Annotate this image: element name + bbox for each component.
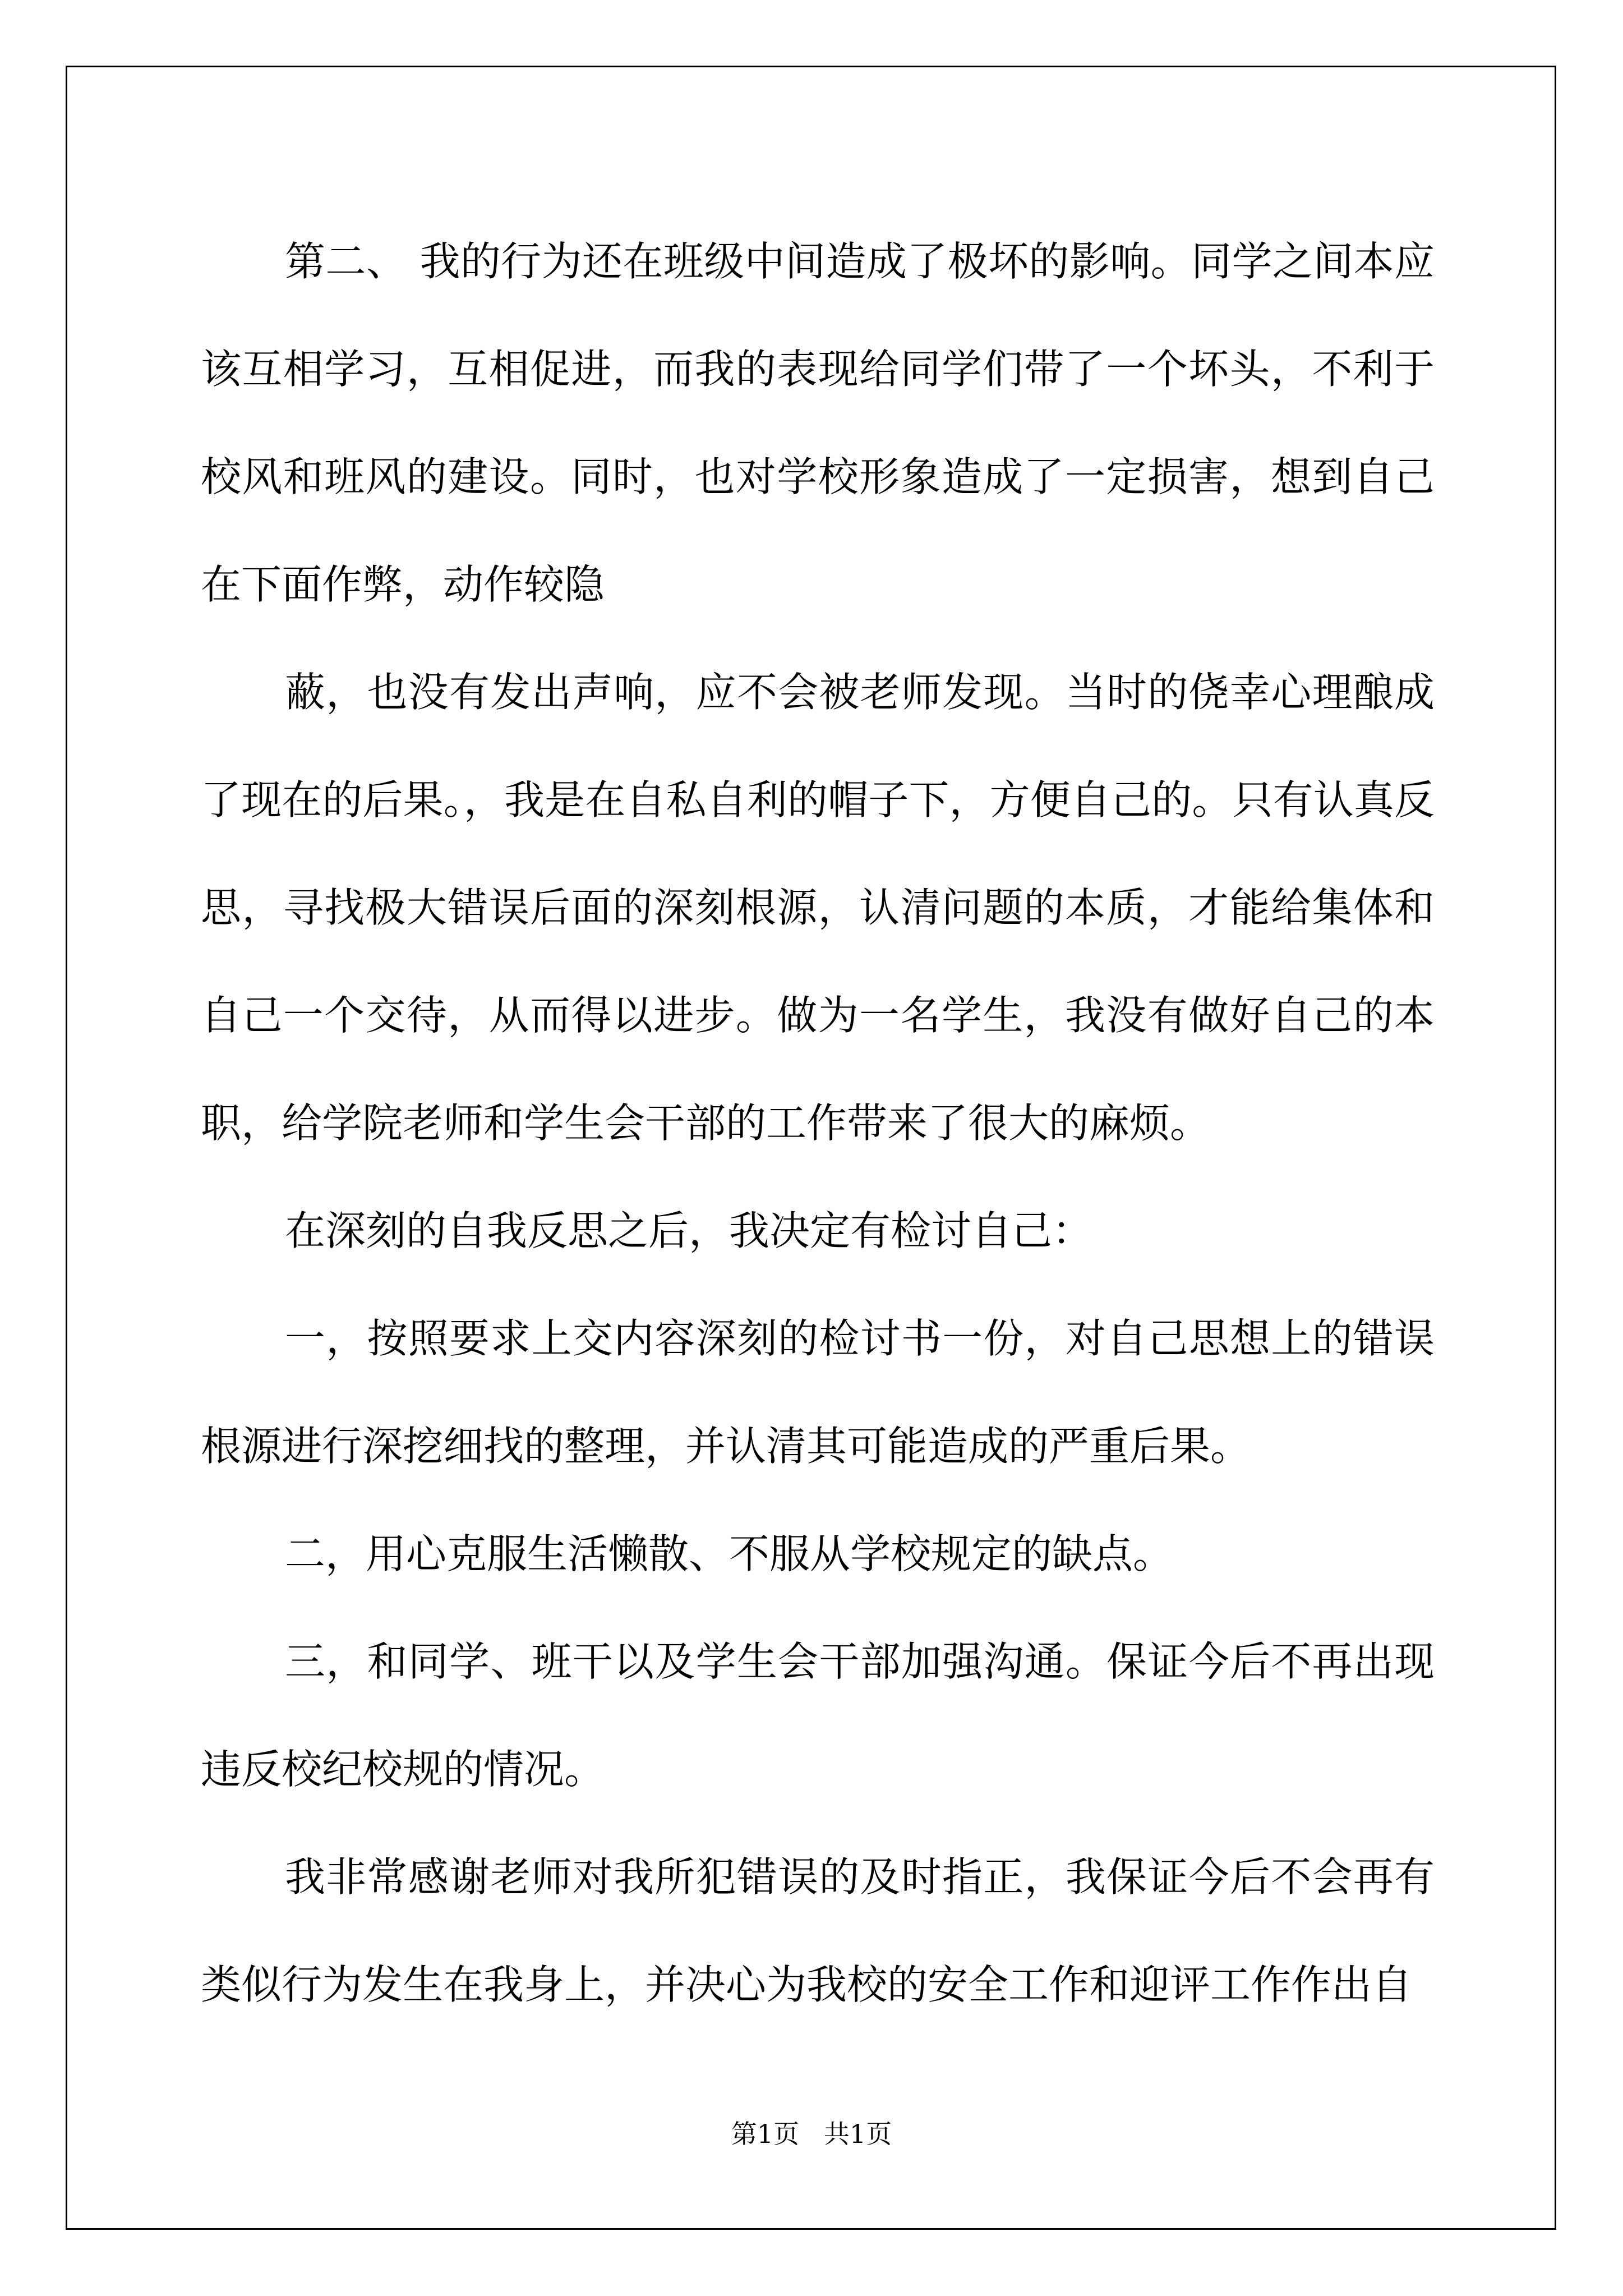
paragraph: 二，用心克服生活懒散、不服从学校规定的缺点。	[285, 1530, 1174, 1577]
paragraph: 三，和同学、班干以及学生会干部加强沟通。保证今后不再出现违反校纪校规的情况。	[201, 1638, 1435, 1793]
document-body	[201, 208, 1435, 2039]
paragraph: 第二、 我的行为还在班级中间造成了极坏的影响。同学之间本应该互相学习，互相促进，而我的表现给同学们带了一个坏头，不利于校风和班风的建设。同时，也对学校形象造成了一定损害，想到自己在下面作弊，动作较隐	[201, 238, 1435, 608]
paragraph: 在深刻的自我反思之后，我决定有检讨自己：	[285, 1207, 1093, 1254]
page-footer: 第1页 共1页	[731, 2119, 892, 2149]
paragraph: 我非常感谢老师对我所犯错误的及时指正，我保证今后不会再有类似行为发生在我身上，并决心为我校的安全工作和迎评工作作出自	[201, 1853, 1435, 2008]
paragraph: 蔽，也没有发出声响，应不会被老师发现。当时的侥幸心理酿成了现在的后果。，我是在自私自利的帽子下，方便自己的。只有认真反思，寻找极大错误后面的深刻根源，认清问题的本质，才能给集体和自己一个交待，从而得以进步。做为一名学生，我没有做好自己的本职，给学院老师和学生会干部的工作带来了很大的麻烦。	[201, 669, 1435, 1147]
paragraph: 一，按照要求上交内容深刻的检讨书一份，对自己思想上的错误根源进行深挖细找的整理，并认清其可能造成的严重后果。	[201, 1315, 1435, 1470]
